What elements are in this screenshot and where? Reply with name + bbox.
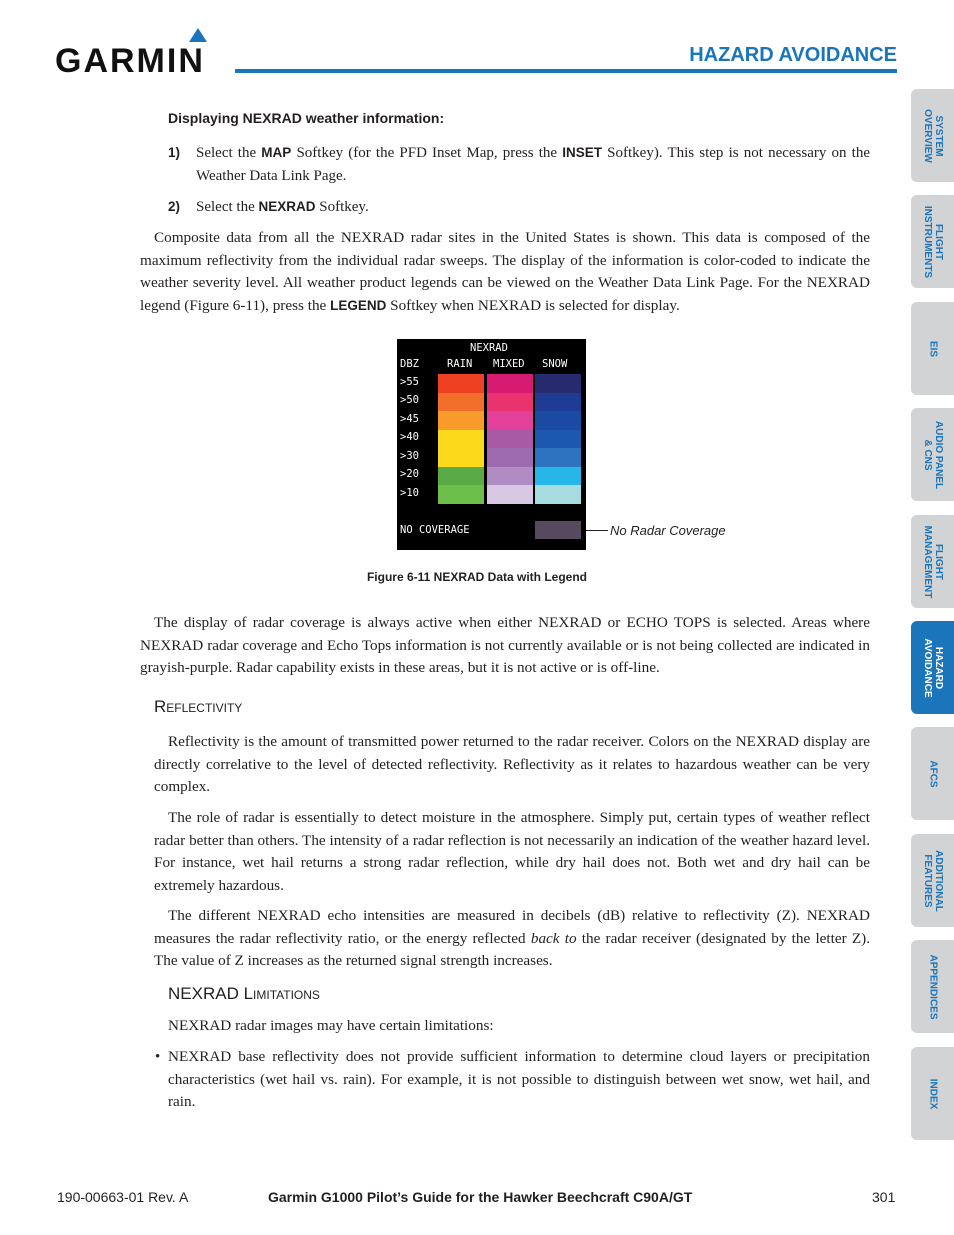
tab-flight-management[interactable]: FLIGHT MANAGEMENT [911, 515, 954, 608]
logo-triangle-icon [189, 28, 207, 42]
snow-swatch [535, 374, 581, 393]
mixed-swatch [487, 467, 533, 486]
procedure-step-2 [168, 196, 870, 219]
legend-row-label: >10 [400, 487, 419, 499]
rain-swatch [438, 393, 484, 412]
bullet-icon: • [155, 1049, 161, 1065]
header-rule [235, 69, 897, 73]
tab-index[interactable]: INDEX [911, 1047, 954, 1140]
mixed-swatch [487, 448, 533, 467]
heading-reflectivity: REFLECTIVITY [154, 697, 243, 716]
step-number: 2) [168, 199, 181, 214]
nexrad-legend-figure [397, 339, 586, 550]
figure-caption: Figure 6-11 NEXRAD Data with Legend [366, 570, 588, 584]
paragraph-reflectivity-2: The role of radar is essentially to detect moisture in the atmosphere. Simply put, certain types of weather reflect radar better than others. The intensity of a radar reflection is not necessarily an indication of the weather hazard level. For instance, wet hail returns a strong radar reflection, while dry hail does not. Both wet and dry hail can be extremely hazardous. [154, 809, 870, 894]
mixed-swatch [487, 374, 533, 393]
paragraph-reflectivity-1: Reflectivity is the amount of transmitted power returned to the radar receiver. Colors on the NEXRAD display are directly correlative to the level of detected reflectivity. Reflectivity as it relates to hazardous weather can be very complex. [154, 733, 870, 795]
mixed-swatch [487, 393, 533, 412]
procedure-heading: Displaying NEXRAD weather information: [168, 110, 445, 126]
mixed-swatch [487, 411, 533, 430]
footer-page-number: 301 [872, 1189, 896, 1205]
softkey-nexrad: NEXRAD [258, 199, 316, 214]
callout-no-radar-coverage: No Radar Coverage [610, 523, 726, 538]
tab-eis[interactable]: EIS [911, 302, 954, 395]
rain-swatch [438, 374, 484, 393]
footer-title: Garmin G1000 Pilot’s Guide for the Hawker Beechcraft C90A/GT [268, 1189, 693, 1205]
garmin-logo [55, 28, 220, 80]
step-number: 1) [168, 145, 181, 160]
legend-col-mixed: MIXED [493, 358, 525, 370]
paragraph-coverage: The display of radar coverage is always active when either NEXRAD or ECHO TOPS is selected. Areas where NEXRAD radar coverage and Echo Tops information is not currently available or is not being collected are indicated in grayish-purple. Radar capability exists in these areas, but it is not active or is off-line. [140, 614, 870, 676]
mixed-swatch [487, 430, 533, 449]
snow-swatch [535, 448, 581, 467]
tab-appendices[interactable]: APPENDICES [911, 940, 954, 1033]
snow-swatch [535, 485, 581, 504]
callout-line [586, 530, 608, 531]
legend-col-rain: RAIN [447, 358, 473, 370]
mixed-swatch [487, 485, 533, 504]
rain-swatch [438, 411, 484, 430]
softkey-inset: INSET [562, 145, 602, 160]
tab-system-overview[interactable]: SYSTEM OVERVIEW [911, 89, 954, 182]
tab-flight-instruments[interactable]: FLIGHT INSTRUMENTS [911, 195, 954, 288]
tab-audio-panel-cns[interactable]: AUDIO PANEL & CNS [911, 408, 954, 501]
snow-swatch [535, 393, 581, 412]
snow-swatch [535, 411, 581, 430]
legend-row-label: >45 [400, 413, 419, 425]
rain-swatch [438, 448, 484, 467]
tab-additional-features[interactable]: ADDITIONAL FEATURES [911, 834, 954, 927]
logo-wordmark: GARMIN [55, 42, 205, 80]
legend-title: NEXRAD [470, 342, 508, 354]
legend-col-snow: SNOW [542, 358, 568, 370]
tab-hazard-avoidance[interactable]: HAZARD AVOIDANCE [911, 621, 954, 714]
no-coverage-swatch [535, 521, 581, 539]
step-text: Select the NEXRAD Softkey. [196, 199, 369, 215]
procedure-step-1 [168, 142, 870, 187]
list-item-limitation: NEXRAD base reflectivity does not provide sufficient information to determine cloud layers or precipitation characteristics (wet hail vs. rain). For example, it is not possible to distinguish between wet snow, wet hail, and rain. [168, 1048, 870, 1110]
rain-swatch [438, 430, 484, 449]
legend-row-label: >40 [400, 431, 419, 443]
legend-row-label: >55 [400, 376, 419, 388]
legend-row-label: >20 [400, 468, 419, 480]
heading-nexrad-limitations: NEXRAD LIMITATIONS [168, 984, 320, 1003]
softkey-map: MAP [261, 145, 292, 160]
legend-col-dbz: DBZ [400, 358, 419, 370]
snow-swatch [535, 467, 581, 486]
paragraph-limitations-intro: NEXRAD radar images may have certain limitations: [168, 1017, 494, 1034]
snow-swatch [535, 430, 581, 449]
paragraph-reflectivity-3: The different NEXRAD echo intensities are measured in decibels (dB) relative to reflectivity (Z). NEXRAD measures the radar reflectivity ratio, or the energy reflected back to the radar receiver (designated by the letter Z). The value of Z increases as the returned signal strength increases. [154, 907, 871, 969]
softkey-legend: LEGEND [330, 297, 387, 313]
step-text: Select the MAP Softkey (for the PFD Inset Map, press the INSET Softkey). This step is not necessary on the Weather Data Link Page. [196, 145, 871, 184]
rain-swatch [438, 467, 484, 486]
legend-row-label: >30 [400, 450, 419, 462]
section-title: HAZARD AVOIDANCE [689, 44, 897, 66]
tab-afcs[interactable]: AFCS [911, 727, 954, 820]
paragraph-composite: Composite data from all the NEXRAD radar sites in the United States is shown. This data is composed of the maximum reflectivity from the individual radar sweeps. The display of the information is color-coded to indicate the weather severity level. All weather product legends can be viewed on the Weather Data Link Page. For the NEXRAD legend (Figure 6-11), press the LEGEND Softkey when NEXRAD is selected for display. [140, 229, 870, 314]
rain-swatch [438, 485, 484, 504]
legend-no-coverage-label: NO COVERAGE [400, 524, 470, 536]
legend-row-label: >50 [400, 394, 419, 406]
footer-doc-number: 190-00663-01 Rev. A [57, 1189, 189, 1205]
